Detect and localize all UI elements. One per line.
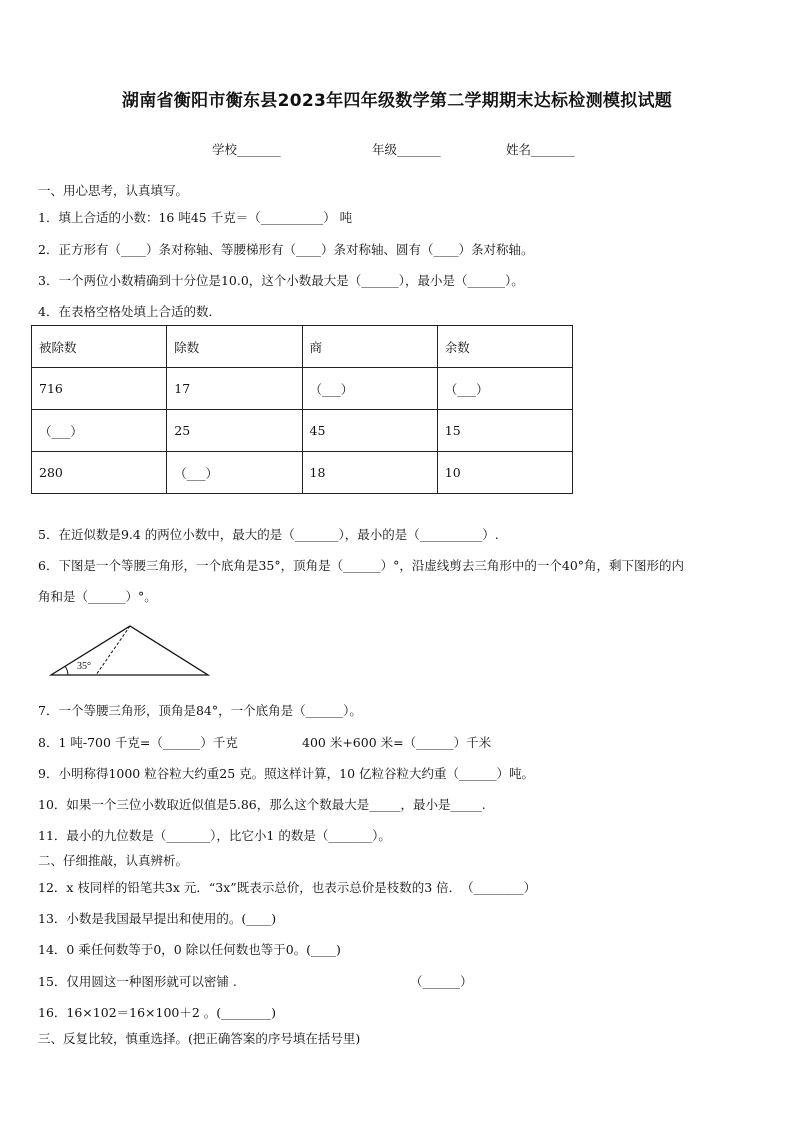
section-2-heading: 二、仔细推敲，认真辨析。 xyxy=(38,853,189,868)
question-4: 4．在表格空格处填上合适的数． xyxy=(38,304,221,319)
table-row xyxy=(32,452,573,494)
table-cell: 716 xyxy=(32,368,167,410)
section-3-heading: 三、反复比较，慎重选择。(把正确答案的序号填在括号里) xyxy=(38,1031,361,1046)
table-cell: 25 xyxy=(167,410,302,452)
question-5: 5．在近似数是9.4 的两位小数中，最大的是（_______），最小的是（__________）. xyxy=(38,527,499,542)
table-header-cell: 被除数 xyxy=(32,326,167,368)
question-2: 2．正方形有（____）条对称轴、等腰梯形有（____）条对称轴、圆有（____）条对称轴。 xyxy=(38,242,534,257)
question-13: 13．小数是我国最早提出和使用的。(____) xyxy=(38,911,277,926)
section-1-heading: 一、用心思考，认真填写。 xyxy=(38,183,189,198)
question-12: 12．x 枝同样的铅笔共3x 元．“3x”既表示总价，也表示总价是枝数的3 倍． （________） xyxy=(38,880,537,895)
question-16: 16．16×102＝16×100＋2 。(________) xyxy=(38,1005,277,1020)
division-table xyxy=(31,325,573,494)
isosceles-triangle-figure xyxy=(48,623,213,679)
grade-field: 年级_______ xyxy=(372,142,441,157)
triangle-outline xyxy=(51,626,208,675)
table-header-cell: 余数 xyxy=(437,326,572,368)
table-cell: 45 xyxy=(302,410,437,452)
question-15-answer: （______） xyxy=(410,974,473,989)
table-cell: 10 xyxy=(437,452,572,494)
page-title: 湖南省衡阳市衡东县2023年四年级数学第二学期期末达标检测模拟试题 xyxy=(121,91,673,111)
table-cell: 280 xyxy=(32,452,167,494)
question-1: 1．填上合适的小数：16 吨45 千克＝（__________） 吨 xyxy=(38,210,353,225)
table-cell: （___） xyxy=(167,452,302,494)
cut-dashed-line xyxy=(96,626,130,675)
question-14: 14．0 乘任何数等于0，0 除以任何数也等于0。(____) xyxy=(38,942,341,957)
table-header-row xyxy=(32,326,573,368)
angle-label: 35° xyxy=(77,661,91,672)
question-15: 15．仅用圆这一种图形就可以密铺 . xyxy=(38,974,237,989)
name-field: 姓名_______ xyxy=(506,142,575,157)
question-8a: 8．1 吨-700 千克=（______）千克 xyxy=(38,735,238,750)
question-9: 9．小明称得1000 粒谷粒大约重25 克。照这样计算，10 亿粒谷粒大约重（______）吨。 xyxy=(38,766,534,781)
question-7: 7．一个等腰三角形，顶角是84°，一个底角是（______）。 xyxy=(38,703,362,718)
question-11: 11．最小的九位数是（_______），比它小1 的数是（_______）。 xyxy=(38,828,391,843)
table-header-cell: 除数 xyxy=(167,326,302,368)
table-cell: 18 xyxy=(302,452,437,494)
question-3: 3．一个两位小数精确到十分位是10.0，这个小数最大是（______），最小是（______）。 xyxy=(38,273,524,288)
table-cell: （___） xyxy=(32,410,167,452)
table-cell: （___） xyxy=(437,368,572,410)
question-6-line-1: 6．下图是一个等腰三角形，一个底角是35°，顶角是（______）°，沿虚线剪去三角形中的一个40°角，剩下图形的内 xyxy=(38,558,685,573)
table-row xyxy=(32,368,573,410)
table-row xyxy=(32,410,573,452)
table-cell: 17 xyxy=(167,368,302,410)
table-cell: （___） xyxy=(302,368,437,410)
question-6-line-2: 角和是（______）°。 xyxy=(38,589,157,604)
table-header-cell: 商 xyxy=(302,326,437,368)
table-cell: 15 xyxy=(437,410,572,452)
angle-arc xyxy=(65,666,68,675)
question-8b: 400 米+600 米=（______）千米 xyxy=(302,735,492,750)
question-10: 10．如果一个三位小数取近似值是5.86，那么这个数最大是_____，最小是_____. xyxy=(38,797,486,812)
school-field: 学校_______ xyxy=(212,142,281,157)
